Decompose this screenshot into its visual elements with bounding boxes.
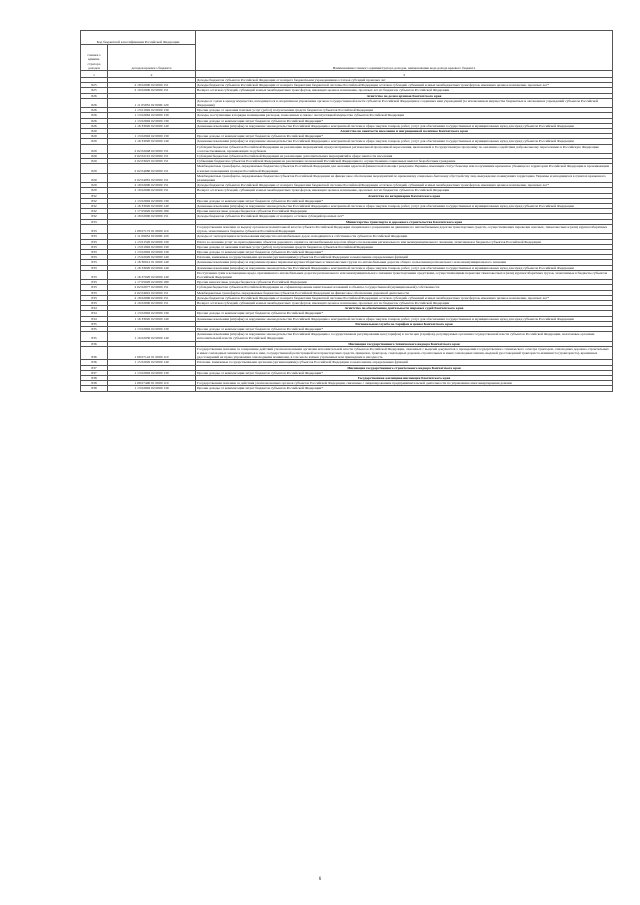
description-cell: Денежные взыскания (штрафы) за нарушение законодательства Российской Федерации о контрактной системе в сфере закупок товаров, работ, услуг для обеспечения государственных и муниципальных нужд для нужд субъектов Российской Федерации (196, 123, 613, 128)
revenue-code-cell: 1 16 33020 02 0000 140 (108, 265, 196, 270)
revenue-code-cell: 2 02 02101 02 0000 151 (108, 154, 196, 159)
description-cell: Субсидии бюджетам субъектов Российской Федерации на софинансирование капитальных вложений в объекты государственной (муниципальной) собственности (196, 285, 613, 290)
description-cell: Возврат остатков субсидий, субвенций и иных межбюджетных трансфертов, имеющих целевое назначение, прошлых лет из бюджетов субъектов Российской Федерации (196, 300, 613, 305)
admin-code-cell: 838 (81, 375, 108, 380)
section-title-cell: Министерство транспорта и дорожного строительства Камчатского края (196, 219, 613, 224)
revenue-code-cell: 1 11 05032 02 0000 120 (108, 98, 196, 107)
table-row (81, 98, 613, 107)
description-cell: Прочие доходы от компенсации затрат бюджетов субъектов Российской Федерации* (196, 311, 613, 316)
admin-code-cell: 835 (81, 332, 108, 341)
description-cell: Субвенции бюджетам субъектов Российской Федерации на реализацию полномочий Российской Федерации по осуществлению социальных выплат безработным гражданам (196, 159, 613, 164)
description-cell: Прочие доходы от компенсации затрат бюджетов субъектов Российской Федерации* (196, 386, 613, 391)
admin-code-cell: 833 (81, 224, 108, 233)
description-cell: Прочие доходы от компенсации затрат бюджетов субъектов Российской Федерации* (196, 198, 613, 203)
admin-code-cell: 834 (81, 306, 108, 311)
revenue-code-cell: 2 18 02000 02 0000 151 (108, 183, 196, 188)
table-row (81, 316, 613, 321)
table-row (81, 386, 613, 391)
section-title-cell: Инспекция государственного строительного надзора Камчатского края (196, 365, 613, 370)
admin-code-cell: 837 (81, 365, 108, 370)
admin-code-cell: 825 (81, 83, 108, 88)
admin-code-cell: 833 (81, 270, 108, 279)
table-row (81, 139, 613, 144)
description-cell: Доходы от эксплуатации и использования имущества автомобильных дорог, находящихся в собственности субъектов Российской Федерации (196, 234, 613, 239)
admin-code-cell: 829 (81, 134, 108, 139)
page-number: 6 (318, 877, 322, 882)
admin-code-cell: 832 (81, 198, 108, 203)
revenue-code-cell: 2 02 04080 02 0000 151 (108, 164, 196, 173)
admin-code-cell: 829 (81, 129, 108, 134)
description-cell: Денежные взыскания (штрафы) за нарушение законодательства Российской Федерации о контрактной системе в сфере закупок товаров, работ, услуг для обеспечения государственных и муниципальных нужд для нужд субъектов Российской Федерации (196, 204, 613, 209)
table-row (81, 270, 613, 279)
section-title-cell: Агентство по делам архивов Камчатского края (196, 93, 613, 98)
admin-code-cell: 829 (81, 173, 108, 182)
revenue-code-cell: 1 16 02030 02 0000 140 (108, 332, 196, 341)
admin-code-cell: 833 (81, 234, 108, 239)
description-cell: Доходы бюджетов субъектов Российской Федерации от возврата бюджетами бюджетной системы Российской Федерации остатков субсидий, субвенций и иных межбюджетных трансфертов, имеющих целевое назначение, прошлых лет* (196, 83, 613, 88)
description-cell: Прочие доходы от компенсации затрат бюджетов субъектов Российской Федерации* (196, 249, 613, 254)
description-cell: Доходы бюджетов субъектов Российской Федерации от возврата остатков субсидий прошлых лет* (196, 214, 613, 219)
table-row (81, 239, 613, 244)
description-cell: Государственная пошлина за выдачу органом исполнительной власти субъекта Российской Федерации специального разрешения на движение по автомобильным дорогам транспортных средств, осуществляющих перевозки опасных, тяжеловесных и (или) крупногабаритных грузов, зачисляемая в бюджеты субъектов Российской Федерации (196, 224, 613, 233)
table-row (81, 265, 613, 270)
table-row (81, 332, 613, 341)
description-cell: Возврат остатков субсидий, субвенций и иных межбюджетных трансфертов, имеющих целевое назначение, прошлых лет из бюджетов субъектов Российской Федерации (196, 188, 613, 193)
description-cell: Денежные взыскания (штрафы) за нарушение правил перевозки крупногабаритных и тяжеловесных грузов по автомобильным дорогам общего пользования регионального или межмуниципального значения (196, 260, 613, 265)
table-row (81, 123, 613, 128)
table-row (81, 346, 613, 360)
admin-code-cell: 836 (81, 360, 108, 365)
admin-code-cell: 829 (81, 154, 108, 159)
admin-code-cell: 833 (81, 249, 108, 254)
section-title-cell: Агентство по занятости населения и миграционной политике Камчатского края (196, 129, 613, 134)
admin-code-cell: 832 (81, 193, 108, 198)
section-title-cell: Региональная служба по тарифам и ценам Камчатского края (196, 321, 613, 326)
admin-code-cell: 833 (81, 244, 108, 249)
description-cell: Государственная пошлина за совершение действий уполномоченными органами исполнительной власти субъектов Российской Федерации, связанных с выдачей документов о проведении государственного технического осмотра тракторов, самоходных дорожно-строительных и иных самоходных машин и прицепов к ним, государственной регистрацией мототранспортных средств, прицепов, тракторов, самоходных дорожно-строительных и иных самоходных машин, выдачей удостоверений тракториста-машиниста (тракториста), временных удостоверений на право управления самоходными машинами, в том числе взамен утраченных или пришедших в негодность (196, 346, 613, 360)
admin-code-cell: 833 (81, 260, 108, 265)
revenue-code-cell: 2 19 02000 02 0000 151 (108, 300, 196, 305)
revenue-code-cell: 1 15 02020 02 0000 140 (108, 360, 196, 365)
revenue-code-cell: 2 19 02000 02 0000 151 (108, 188, 196, 193)
description-cell: Доходы бюджетов субъектов Российской Федерации от возврата бюджетами бюджетной системы Российской Федерации остатков субсидий, субвенций и иных межбюджетных трансфертов, имеющих целевое назначение, прошлых лет* (196, 295, 613, 300)
header-num-3: 3 (196, 71, 613, 78)
admin-code-cell: 838 (81, 381, 108, 386)
description-cell: Прочие доходы от оказания платных услуг (работ) получателями средств бюджетов субъектов Российской Федерации (196, 108, 613, 113)
revenue-code-cell: 1 08 07142 01 0000 110 (108, 346, 196, 360)
revenue-code-cell: 2 18 02000 02 0000 151 (108, 83, 196, 88)
admin-code-cell: 835 (81, 326, 108, 331)
description-cell: Денежные взыскания (штрафы) за нарушение законодательства Российской Федерации о контрактной системе в сфере закупок товаров, работ, услуг для обеспечения государственных и муниципальных нужд для нужд субъектов Российской Федерации (196, 139, 613, 144)
table-row (81, 204, 613, 209)
description-cell: Плата за оказание услуг по присоединению объектов дорожного сервиса к автомобильным дорогам общего пользования регионального или межмуниципального значения, зачисляемая в бюджеты субъектов Российской Федерации (196, 239, 613, 244)
revenue-code-cell: 1 16 33020 02 0000 140 (108, 316, 196, 321)
description-cell: Межбюджетные трансферты, передаваемые бюджетам субъектов Российской Федерации для оказания адресной финансовой помощи гражданам Украины, имеющим статус беженца или получившим временное убежище на территории Российской Федерации и проживающим в жилых помещениях граждан Российской Федерации (196, 164, 613, 173)
revenue-code-cell: 1 08 07172 01 0000 110 (108, 224, 196, 233)
description-cell: Прочие доходы от компенсации затрат бюджетов субъектов Российской Федерации* (196, 326, 613, 331)
revenue-code-cell: 1 13 02992 02 0000 130 (108, 198, 196, 203)
table-row (81, 164, 613, 173)
admin-code-cell: 829 (81, 139, 108, 144)
revenue-code-cell: 1 13 02992 02 0000 130 (108, 134, 196, 139)
admin-code-cell: 833 (81, 285, 108, 290)
revenue-code-cell: 1 08 07400 01 0000 110 (108, 381, 196, 386)
description-cell: Доходы, поступающие в порядке возмещения расходов, понесенных в связи с эксплуатацией имущества субъектов Российской Федерации (196, 113, 613, 118)
revenue-code-cell: 2 02 02077 02 0000 151 (108, 285, 196, 290)
revenue-codes-table (80, 30, 613, 392)
revenue-code-cell: 1 13 02992 02 0000 130 (108, 249, 196, 254)
admin-code-cell: 826 (81, 93, 108, 98)
admin-code-cell: 834 (81, 316, 108, 321)
admin-code-cell: 825 (81, 88, 108, 93)
revenue-code-cell: 2 02 04091 02 0000 151 (108, 290, 196, 295)
revenue-code-cell: 1 13 01992 02 0000 130 (108, 108, 196, 113)
admin-code-cell: 832 (81, 209, 108, 214)
header-num-1: 1 (81, 71, 108, 78)
description-cell: Межбюджетные трансферты, передаваемые бюджетам субъектов Российской Федерации на финансовое обеспечение мероприятий по временному социально-бытовому обустройству лиц, вынужденно покинувших территорию Украины и находящихся в пунктах временного размещения (196, 173, 613, 182)
description-cell: Возврат остатков субсидий, субвенций и иных межбюджетных трансфертов, имеющих целевое назначение, прошлых лет из бюджетов субъектов Российской Федерации (196, 88, 613, 93)
description-cell: Денежные взыскания (штрафы) за нарушение законодательства Российской Федерации о государственном регулировании цен (тарифов) в части цен (тарифов), регулируемых органами государственной власти субъектов Российской Федерации, налагаемые органами исполнительной власти субъектов Российской Федерации (196, 332, 613, 341)
revenue-code-cell: 1 13 02992 02 0000 130 (108, 370, 196, 375)
description-cell: Прочие доходы от компенсации затрат бюджетов субъектов Российской Федерации* (196, 118, 613, 123)
revenue-code-cell: 1 16 33020 02 0000 140 (108, 139, 196, 144)
admin-code-cell: 833 (81, 300, 108, 305)
table-row (81, 295, 613, 300)
admin-code-cell: 826 (81, 108, 108, 113)
admin-code-cell: 836 (81, 341, 108, 346)
admin-code-cell: 832 (81, 214, 108, 219)
revenue-code-cell: 1 13 02992 02 0000 130 (108, 326, 196, 331)
admin-code-cell: 833 (81, 295, 108, 300)
revenue-code-cell: 2 02 02048 02 0000 151 (108, 144, 196, 153)
admin-code-cell: 829 (81, 159, 108, 164)
revenue-code-cell: 1 13 02992 02 0000 130 (108, 311, 196, 316)
revenue-code-cell: 1 13 02992 02 0000 130 (108, 118, 196, 123)
admin-code-cell: 834 (81, 311, 108, 316)
admin-code-cell: 835 (81, 321, 108, 326)
admin-code-cell: 826 (81, 98, 108, 107)
description-cell: Платежи, взимаемые государственными органами (организациями) субъектов Российской Федерации за выполнение определенных функций (196, 360, 613, 365)
revenue-code-cell: 1 17 05020 02 0000 180 (108, 280, 196, 285)
admin-code-cell: 833 (81, 280, 108, 285)
description-cell: Межбюджетные трансферты, передаваемые бюджетам субъектов Российской Федерации на финансовое обеспечение дорожной деятельности (196, 290, 613, 295)
table-row (81, 83, 613, 88)
description-cell: Доходы от сдачи в аренду имущества, находящегося в оперативном управлении органов государственной власти субъектов Российской Федерации и созданных ими учреждений (за исключением имущества бюджетных и автономных учреждений субъектов Российской Федерации) (196, 98, 613, 107)
revenue-code-cell: 1 13 02062 02 0000 130 (108, 113, 196, 118)
revenue-code-cell: 1 16 30012 01 0000 140 (108, 260, 196, 265)
admin-code-cell: 826 (81, 118, 108, 123)
admin-code-cell: 829 (81, 144, 108, 153)
description-cell: Платежи, взимаемые государственными органами (организациями) субъектов Российской Федерации за выполнение определенных функций (196, 255, 613, 260)
description-cell: Прочие доходы от компенсации затрат бюджетов субъектов Российской Федерации* (196, 134, 613, 139)
description-cell: Субсидии бюджетам субъектов Российской Федерации на реализацию мероприятий, предусмотренных региональной программой переселения, включенной в Государственную программу по оказанию содействия добровольному переселению в Российскую Федерацию соотечественников, проживающих за рубежом (196, 144, 613, 153)
header-code-column: доходов краевого бюджета (108, 45, 196, 71)
table-row (81, 173, 613, 182)
description-cell: Государственная пошлина за действия уполномоченных органов субъектов Российской Федерации, связанные с лицензированием предпринимательской деятельности по управлению многоквартирными домами (196, 381, 613, 386)
description-cell: Доходы бюджетов субъектов Российской Федерации от возврата бюджетными учреждениями остатков субсидий прошлых лет (196, 78, 613, 83)
revenue-code-cell: 2 02 03025 02 0000 151 (108, 159, 196, 164)
description-cell: Прочие доходы от компенсации затрат бюджетов субъектов Российской Федерации* (196, 370, 613, 375)
admin-code-cell: 833 (81, 239, 108, 244)
description-cell: Поступления сумм в возмещение вреда, причиняемого автомобильным дорогам регионального или межмуниципального значения транспортными средствами, осуществляющими перевозки тяжеловесных и (или) крупногабаритных грузов, зачисляемые в бюджеты субъектов Российской Федерации (196, 270, 613, 279)
admin-code-cell: 833 (81, 219, 108, 224)
revenue-code-cell: 2 02 04081 02 0000 151 (108, 173, 196, 182)
revenue-code-cell: 1 13 01992 02 0000 130 (108, 244, 196, 249)
revenue-code-cell: 1 17 05020 02 0000 180 (108, 209, 196, 214)
header-kbk-group: Код бюджетной классификации Российской Федерации (81, 31, 196, 45)
admin-code-cell: 833 (81, 255, 108, 260)
admin-code-cell: 829 (81, 188, 108, 193)
admin-code-cell: 833 (81, 265, 108, 270)
section-title-cell: Государственная жилищная инспекция Камчатского края (196, 375, 613, 380)
revenue-code-cell: 1 16 37020 02 0000 140 (108, 270, 196, 279)
header-num-2: 2 (108, 71, 196, 78)
section-title-cell: Инспекция государственного технического надзора Камчатского края (196, 341, 613, 346)
admin-code-cell: 836 (81, 346, 108, 360)
table-row (81, 144, 613, 153)
description-cell: Денежные взыскания (штрафы) за нарушение законодательства Российской Федерации о контрактной системе в сфере закупок товаров, работ, услуг для обеспечения государственных и муниципальных нужд для нужд субъектов Российской Федерации (196, 316, 613, 321)
description-cell: Доходы бюджетов субъектов Российской Федерации от возврата бюджетами бюджетной системы Российской Федерации остатков субсидий, субвенций и иных межбюджетных трансфертов, имеющих целевое назначение, прошлых лет* (196, 183, 613, 188)
revenue-code-cell: 1 16 33020 02 0000 140 (108, 204, 196, 209)
revenue-code-cell: 2 18 02000 02 0000 151 (108, 214, 196, 219)
description-cell: Прочие неналоговые доходы бюджетов субъектов Российской Федерации (196, 209, 613, 214)
admin-code-cell: 826 (81, 113, 108, 118)
admin-code-cell: 832 (81, 204, 108, 209)
description-cell: Денежные взыскания (штрафы) за нарушение законодательства Российской Федерации о контрактной системе в сфере закупок товаров, работ, услуг для обеспечения государственных и муниципальных нужд для нужд субъектов Российской Федерации (196, 265, 613, 270)
table-row (81, 224, 613, 233)
admin-code-cell: 826 (81, 123, 108, 128)
admin-code-cell: 837 (81, 370, 108, 375)
description-cell: Прочие неналоговые доходы бюджетов субъектов Российской Федерации (196, 280, 613, 285)
table-row (81, 183, 613, 188)
revenue-code-cell: 1 15 02020 02 0000 140 (108, 255, 196, 260)
admin-code-cell: 829 (81, 183, 108, 188)
header-name-column: Наименование главного администратора доходов, наименование кода дохода краевого бюджета (196, 31, 613, 71)
revenue-code-cell: 2 18 02000 02 0000 151 (108, 295, 196, 300)
revenue-code-cell: 1 11 09032 02 0000 120 (108, 234, 196, 239)
description-cell: Прочие доходы от оказания платных услуг (работ) получателями средств бюджетов субъектов Российской Федерации (196, 244, 613, 249)
revenue-code-cell: 1 13 01520 02 0000 130 (108, 239, 196, 244)
admin-code-cell: 838 (81, 386, 108, 391)
section-title-cell: Агентство по обеспечению деятельности мировых судей Камчатского края (196, 306, 613, 311)
section-title-cell: Агентство по ветеринарии Камчатского края (196, 193, 613, 198)
revenue-code-cell: 2 19 02000 02 0000 151 (108, 88, 196, 93)
admin-code-cell: 829 (81, 164, 108, 173)
revenue-code-cell: 1 16 33020 02 0000 140 (108, 123, 196, 128)
revenue-code-cell: 1 13 02992 02 0000 130 (108, 386, 196, 391)
admin-code-cell: 833 (81, 290, 108, 295)
header-admin-column: главного админи-стратора доходов (81, 45, 108, 71)
description-cell: Субсидии бюджетам субъектов Российской Федерации на реализацию дополнительных мероприятий в сфере занятости населения (196, 154, 613, 159)
